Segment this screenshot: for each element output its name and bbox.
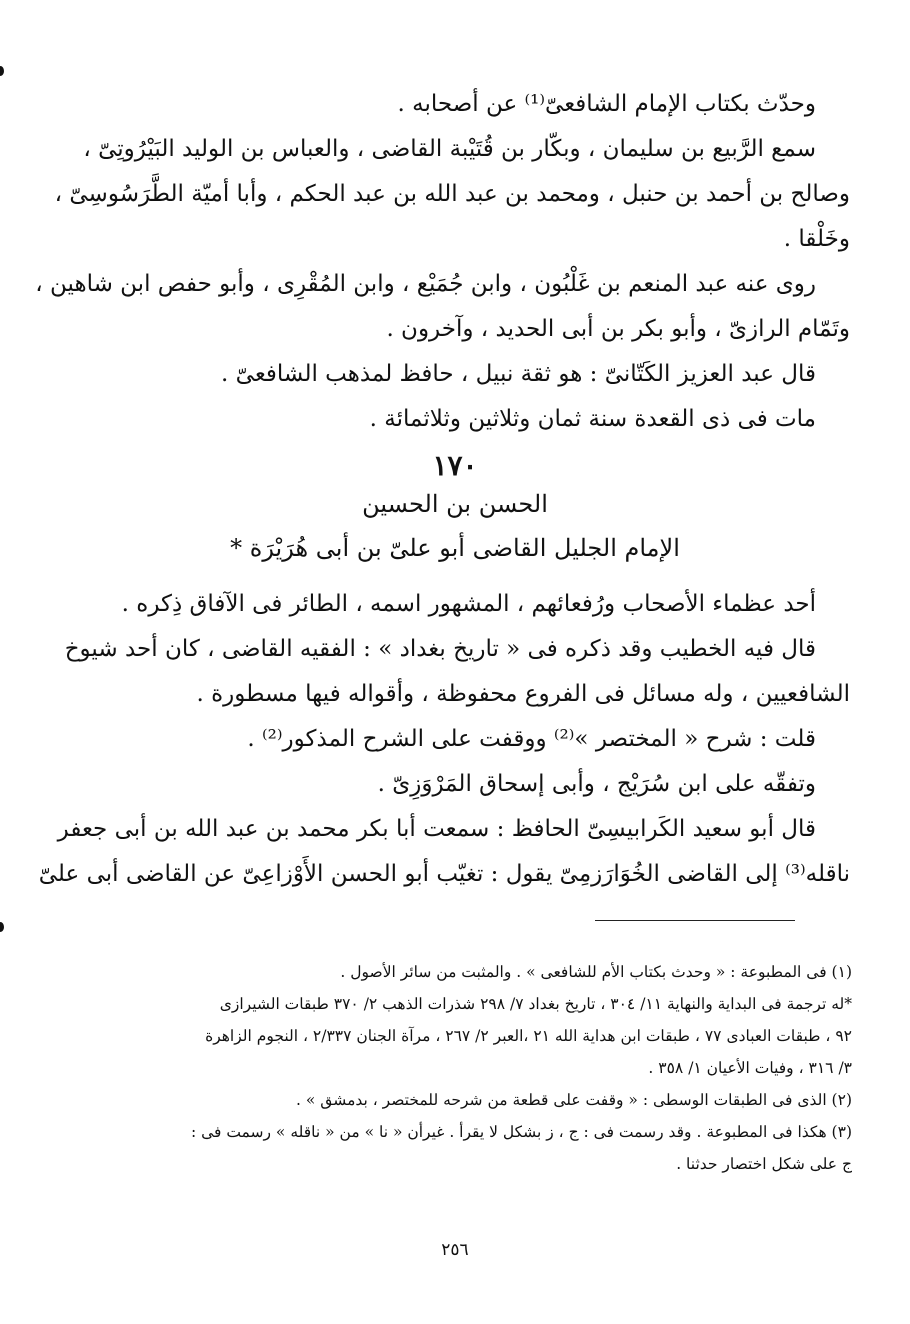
paragraph-line: وتفقّه على ابن سُرَيْج ، وأبى إسحاق المَرْوَزِىّ . [377, 771, 816, 797]
footnote-line: (١) فى المطبوعة : « وحدث بكتاب الأم للشافعى » . والمثبت من سائر الأصول . [340, 963, 852, 981]
paragraph-line: وتَمّام الرازىّ ، وأبو بكر بن أبى الحديد ، وآخرون . [386, 316, 850, 342]
paragraph-line: روى عنه عبد المنعم بن غَلْبُون ، وابن جُمَيْع ، وابن المُقْرِى ، وأبو حفص ابن شاهين ، [35, 271, 816, 297]
margin-mark [0, 66, 4, 76]
margin-mark [0, 922, 4, 932]
footnote-line: ٣/ ٣١٦ ، وفيات الأعيان ١/ ٣٥٨ . [648, 1059, 852, 1077]
footnotes [62, 956, 852, 1180]
paragraph-line: ناقله⁽³⁾ إلى القاضى الخُوَارَزمِىّ يقول : تغيّب أبو الحسن الأَوْزاعِىّ عن القاضى أبى علىّ [38, 861, 850, 887]
paragraph-line: مات فى ذى القعدة سنة ثمان وثلاثين وثلاثمائة . [369, 406, 816, 432]
paragraph-line: سمع الرَّبيع بن سليمان ، وبكّار بن قُتَيْبة القاضى ، والعباس بن الوليد البَيْرُوتِىّ ، [83, 136, 816, 162]
footnote-line: *له ترجمة فى البداية والنهاية ١١/ ٣٠٤ ، تاريخ بغداد ٧/ ٢٩٨ شذرات الذهب ٢/ ٣٧٠ طبقات الشيرازى [219, 995, 852, 1013]
paragraph-line: وخَلْقا . [783, 226, 850, 252]
paragraph-line: وحدّث بكتاب الإمام الشافعىّ⁽¹⁾ عن أصحابه . [397, 91, 816, 117]
footnote-separator [595, 920, 795, 921]
paragraph-line: قال أبو سعيد الكَرابيسِىّ الحافظ : سمعت أبا بكر محمد بن عبد الله بن أبى جعفر [57, 816, 816, 842]
paragraph-line: قلت : شرح « المختصر »⁽²⁾ ووقفت على الشرح المذكور⁽²⁾ . [247, 726, 816, 752]
entry-number: ١٧٠ [432, 449, 478, 482]
entry-title: الإمام الجليل القاضى أبو علىّ بن أبى هُرَيْرَة * [230, 534, 680, 562]
body-text-top [35, 82, 850, 442]
paragraph-line: أحد عظماء الأصحاب ورُفعائهم ، المشهور اسمه ، الطائر فى الآفاق ذِكره . [121, 591, 816, 617]
footnote-line: ج على شكل اختصار حدثنا . [676, 1155, 852, 1173]
body-text-bottom [38, 582, 850, 897]
entry-name: الحسن بن الحسين [362, 490, 548, 518]
paragraph-line: الشافعيين ، وله مسائل فى الفروع محفوظة ، وأقواله فيها مسطورة . [196, 681, 850, 707]
paragraph-line: قال فيه الخطيب وقد ذكره فى « تاريخ بغداد » : الفقيه القاضى ، كان أحد شيوخ [64, 636, 816, 662]
paragraph-line: وصالح بن أحمد بن حنبل ، ومحمد بن عبد الله بن عبد الحكم ، وأبا أميّة الطَّرَسُوسِىّ ، [54, 181, 850, 207]
footnote-line: (٢) الذى فى الطبقات الوسطى : « وقفت على قطعة من شرحه للمختصر ، بدمشق » . [296, 1091, 852, 1109]
paragraph-line: قال عبد العزيز الكَتّانىّ : هو ثقة نبيل ، حافظ لمذهب الشافعىّ . [221, 361, 816, 387]
footnote-line: (٣) هكذا فى المطبوعة . وقد رسمت فى : ج ، ز بشكل لا يقرأ . غيرأن « نا » من « ناقله » رسمت فى : [190, 1123, 852, 1141]
page-number: ٢٥٦ [441, 1240, 469, 1260]
footnote-line: ٩٢ ، طبقات العبادى ٧٧ ، طبقات ابن هداية الله ٢١ ،العبر ٢/ ٢٦٧ ، مرآة الجنان ٢/٣٣٧ ، النجوم الزاهرة [205, 1027, 852, 1045]
